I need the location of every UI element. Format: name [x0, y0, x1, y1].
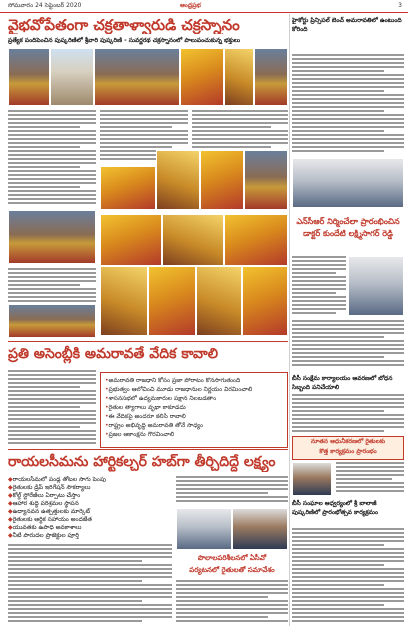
official-portrait-photo [292, 462, 332, 496]
key-point: • రాష్ట్రం అభివృద్ధి అమరావతి తోనే సాధ్యం [105, 421, 283, 430]
inauguration-photo [348, 256, 404, 316]
lead-article-text [8, 110, 96, 206]
masthead-brand: ఆంధ్రప్రభ [180, 2, 201, 9]
side-box-line1: నూతన ఆధునీకరణలో రైతులకు [310, 438, 386, 445]
priest-photo [156, 150, 200, 210]
column-divider [289, 14, 290, 626]
side-box-line2: కొత్త కార్యక్రమం ప్రారంభం [319, 448, 377, 455]
side-article-text [292, 528, 404, 626]
key-point: • అమరావతి రాజధాని కోసం ప్రజా పోరాటం కొనసాగుతుంది [105, 376, 283, 385]
festival-photo [8, 48, 50, 106]
point-item: ◆ రాయలసీమలో పండ్ల తోటల సాగు పెంపు [8, 476, 168, 484]
mid-bottom-headline [176, 552, 288, 576]
section2-headline: ప్రతి అసెంబ్లీకి అమరావతే వేదిక కావాలి [8, 346, 218, 362]
section2-article-text [8, 370, 96, 448]
masthead-date: సోమవారం 24 సెప్టెంబర్ 2020 [8, 2, 82, 9]
priests-group-photo [196, 266, 242, 336]
key-point: • రైతుల త్యాగాలు వృథా కాకూడదు [105, 403, 283, 412]
section-divider [8, 341, 288, 342]
section3-article-text [8, 544, 172, 626]
side-article-text [292, 320, 404, 370]
key-point: • ఈ వేదికపై అందరూ కలిసి రావాలి [105, 412, 283, 421]
ritual-photo [180, 48, 224, 106]
crowd-photo [94, 48, 180, 106]
side-article-text [336, 462, 404, 496]
side-article-text [292, 54, 404, 154]
section2-key-points [100, 372, 288, 448]
point-item: ◆ ఉద్యానవన ఉత్పత్తులకు మార్కెట్ [8, 508, 168, 516]
page-number: 3 [398, 2, 402, 9]
mid-bottom-line2: పర్యటనలో రైతులతో సమావేశం [189, 566, 275, 574]
pilgrims-photo [244, 150, 288, 210]
key-point: • శాసనసభలో ఉద్యమకారుల పక్షాన నిలబడతాం [105, 394, 283, 403]
side-mid-headline: బీసీ సంక్షేమ కార్యాలయం ఆవరణలో బోధన సిబ్బంది పనిచేయాలి [292, 375, 393, 391]
lead-article-text [8, 268, 96, 304]
side-highlight-box [292, 436, 404, 460]
key-point: • ప్రజల ఆకాంక్షను గౌరవించాలి [105, 430, 283, 439]
holy-dip-photo [148, 266, 196, 336]
section3-article-text [176, 580, 288, 626]
point-item: ◆ ఆహార శుద్ధి పరిశ్రమల స్థాపన [8, 500, 168, 508]
field-visit-photo [232, 508, 288, 550]
section3-headline: రాయలసీమను హార్టికల్చర్ హబ్‌గా తీర్చిదిద్దే లక్ష్యం [8, 454, 276, 470]
gathering-photo [8, 304, 96, 338]
offering-photo [224, 214, 288, 266]
officials-photo [176, 508, 232, 550]
side-bottom-headline: బీసీ సంఘాల ఆధ్వర్యంలో శ్రీ బాలాజీ పుష్కరిణిలో ప్రారంభోత్సవ కార్యక్రమం [292, 500, 379, 516]
side-red-headline: ఎన్‌సీఆర్ నిర్మించేలా ప్రారంభించిన డాక్టర్ కుందేటి లక్ష్మిసాగర్ రెడ్డి [296, 217, 400, 238]
section3-article-text [176, 476, 288, 506]
point-item: ◆ యువతకు ఉపాధి అవకాశాలు [8, 524, 168, 532]
procession-photo [100, 166, 156, 210]
lead-headline: వైభవోపేతంగా చక్రతాళ్వారుడి చక్రస్నానం [8, 16, 240, 34]
lead-article-text [192, 110, 288, 150]
deity-photo [162, 214, 224, 266]
devotees-photo [254, 48, 288, 106]
meeting-photo [292, 158, 404, 208]
point-item: ◆ రైతులకు డ్రిప్ ఇరిగేషన్ సౌకర్యాలు [8, 484, 168, 492]
vedic-photo [100, 266, 148, 336]
side-article-text [292, 256, 346, 316]
section-divider [8, 449, 288, 450]
lead-subheadline: ప్రత్యేక పందిపెంచిన పుష్కరిణిలో శ్రీవారి పుష్కరిణి - సువర్ణరథ చక్రస్నానంలో పాలుపంచుకున్న భక్తులు [8, 37, 241, 44]
key-point: • ప్రభుత్వం ఆలోచించి మూడు రాజధానుల నిర్ణయం విరమించాలి [105, 385, 283, 394]
mid-bottom-line1: పొలాలపరిశీలనలో ఏసీవో [197, 554, 267, 562]
point-item: ◆ రైతులకు ఆర్థిక సహాయం అందజేత [8, 516, 168, 524]
temple-photo [50, 48, 94, 106]
ceremony-photo [200, 150, 244, 210]
pond-photo [8, 210, 96, 264]
point-item: ◆ నీటి పారుదల ప్రాజెక్టుల పూర్తి [8, 532, 168, 540]
chariot-photo [100, 214, 162, 266]
idol-photo [224, 48, 254, 106]
masthead [0, 0, 408, 13]
side-article-text [292, 394, 404, 434]
point-item: ◆ కోల్డ్ స్టోరేజీలు ఏర్పాటు చేస్తాం [8, 492, 168, 500]
festival-finale-photo [242, 266, 288, 336]
side-article-headline: హైకోర్టు ప్రిన్సిపల్ బెంచ్ అమరావతిలో ఉంటుంది కోరింది [292, 17, 402, 33]
section3-points [8, 476, 168, 540]
